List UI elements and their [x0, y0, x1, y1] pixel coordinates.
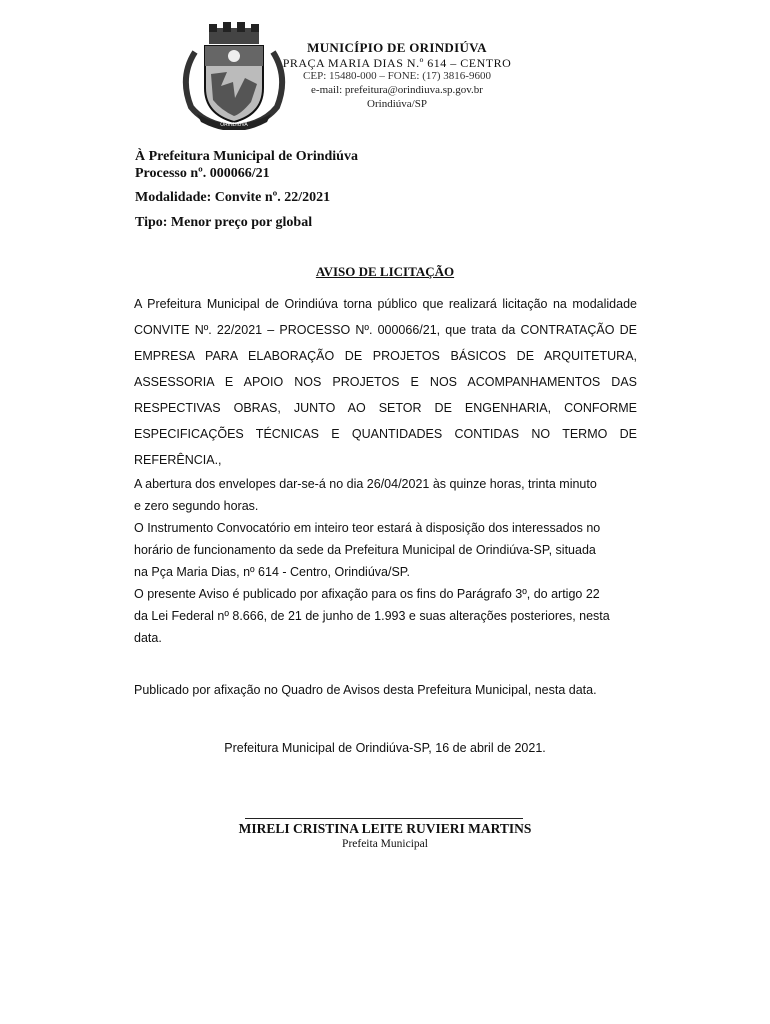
notice-line: O presente Aviso é publicado por afixação para os fins do Parágrafo 3º, do artigo 22: [134, 587, 600, 601]
signatory-role: Prefeita Municipal: [342, 838, 428, 850]
process-number: Processo nº. 000066/21: [135, 166, 270, 181]
notice-paragraph-2: [134, 473, 637, 649]
crest-ribbon-text: ORINDIÚVA: [220, 122, 248, 128]
type-line: Tipo: Menor preço por global: [135, 215, 313, 230]
signatory-name: MIRELI CRISTINA LEITE RUVIERI MARTINS: [238, 821, 532, 836]
notice-line: O Instrumento Convocatório em inteiro teor estará à disposição dos interessados no: [134, 521, 601, 535]
notice-line: da Lei Federal nº 8.666, de 21 de junho de 1.993 e suas alterações posteriores, nesta: [134, 609, 610, 623]
notice-line: horário de funcionamento da sede da Prefeitura Municipal de Orindiúva-SP, situada: [134, 543, 596, 557]
notice-line: data.: [134, 631, 162, 645]
municipality-cep-phone: CEP: 15480-000 – FONE: (17) 3816-9600: [303, 70, 491, 82]
notice-line: A abertura dos envelopes dar-se-á no dia 26/04/2021 às quinze horas, trinta minuto: [134, 477, 597, 491]
municipality-city: Orindiúva/SP: [367, 98, 427, 110]
notice-line: e zero segundo horas.: [134, 499, 259, 513]
municipality-address: PRAÇA MARIA DIAS N.º 614 – CENTRO: [282, 56, 512, 70]
addressee-line: À Prefeitura Municipal de Orindiúva: [135, 149, 358, 164]
notice-line: na Pça Maria Dias, nº 614 - Centro, Orindiúva/SP.: [134, 565, 410, 579]
municipality-name: MUNICÍPIO DE ORINDIÚVA: [307, 40, 487, 55]
municipal-crest-emblem: [175, 22, 293, 130]
modality-line: Modalidade: Convite nº. 22/2021: [135, 190, 331, 205]
signature-line: [245, 818, 523, 819]
notice-paragraph-1: A Prefeitura Municipal de Orindiúva torna público que realizará licitação na modalidade CONVITE Nº. 22/2021 – PROCESSO Nº. 000066/21, que trata da CONTRATAÇÃO DE EMPRESA PARA ELABORAÇÃO DE PROJETOS BÁSICOS DE ARQUITETURA, ASSESSORIA E APOIO NOS PROJETOS E NOS ACOMPANHAMENTOS DAS RESPECTIVAS OBRAS, JUNTO AO SETOR DE ENGENHARIA, CONFORME ESPECIFICAÇÕES TÉCNICAS E QUANTIDADES CONTIDAS NO TERMO DE REFERÊNCIA.,: [134, 297, 637, 467]
municipality-email: e-mail: prefeitura@orindiuva.sp.gov.br: [311, 84, 483, 96]
publication-statement: Publicado por afixação no Quadro de Avisos desta Prefeitura Municipal, nesta data.: [134, 683, 597, 697]
notice-body: [134, 291, 637, 649]
notice-title: AVISO DE LICITAÇÃO: [315, 264, 455, 279]
place-and-date: Prefeitura Municipal de Orindiúva-SP, 16 de abril de 2021.: [224, 741, 546, 755]
